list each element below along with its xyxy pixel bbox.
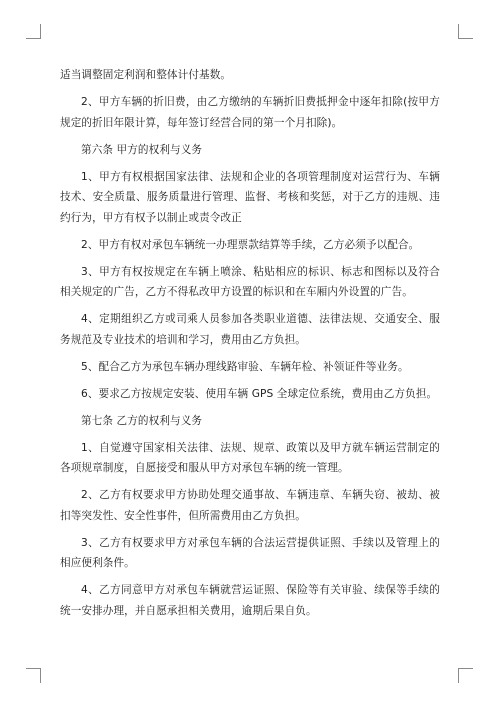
paragraph-6-3: 3、甲方有权按规定在车辆上喷涂、粘贴相应的标识、标志和图标以及符合相关规定的广告，乙方不得私改甲方设置的标识和在车厢内外设置的广告。 (60, 265, 440, 298)
section-heading-article-6: 第六条 甲方的权利与义务 (81, 143, 203, 156)
crop-mark-top-left (26, 24, 41, 39)
paragraph-7-3: 3、乙方有权要求甲方对承包车辆的合法运营提供证照、手续以及管理上的相应便利条件。 (60, 536, 440, 569)
crop-mark-bottom-right (458, 668, 473, 683)
crop-mark-top-right (458, 24, 473, 39)
paragraph-6-1: 1、甲方有权根据国家法律、法规和企业的各项管理制度对运营行为、车辆技术、安全质量、服务质量进行管理、监督、考核和奖惩，对于乙方的违规、违约行为，甲方有权予以制止或责令改正 (60, 170, 440, 224)
paragraph-6-2: 2、甲方有权对承包车辆统一办理票款结算等手续，乙方必须予以配合。 (81, 238, 420, 251)
paragraph-7-1: 1、自觉遵守国家相关法律、法规、规章、政策以及甲方就车辆运营制定的各项规章制度，自愿接受和服从甲方对承包车辆的统一管理。 (60, 441, 440, 474)
paragraph-7-2: 2、乙方有权要求甲方协助处理交通事故、车辆违章、车辆失窃、被劫、被扣等突发性、安全性事件，但所需费用由乙方负担。 (60, 489, 440, 522)
paragraph-6-5: 5、配合乙方为承包车辆办理线路审验、车辆年检、补领证件等业务。 (81, 360, 409, 373)
paragraph-depreciation: 2、甲方车辆的折旧费，由乙方缴纳的车辆折旧费抵押金中逐年扣除(按甲方规定的折旧年限计算，每年签订经营合同的第一个月扣除)。 (60, 96, 440, 129)
paragraph-7-4: 4、乙方同意甲方对承包车辆就营运证照、保险等有关审验、续保等手续的统一安排办理，并自愿承担相关费用，逾期后果自负。 (60, 584, 440, 617)
crop-mark-bottom-left (26, 668, 41, 683)
document-body (60, 65, 440, 628)
paragraph-6-6: 6、要求乙方按规定安装、使用车辆 GPS 全球定位系统，费用由乙方负担。 (81, 387, 438, 400)
paragraph-continuation: 适当调整固定利润和整体计付基数。 (60, 69, 232, 81)
paragraph-6-4: 4、定期组织乙方或司乘人员参加各类职业道德、法律法规、交通安全、服务规范及专业技术的培训和学习，费用由乙方负担。 (60, 313, 440, 346)
section-heading-article-7: 第七条 乙方的权利与义务 (81, 414, 203, 427)
